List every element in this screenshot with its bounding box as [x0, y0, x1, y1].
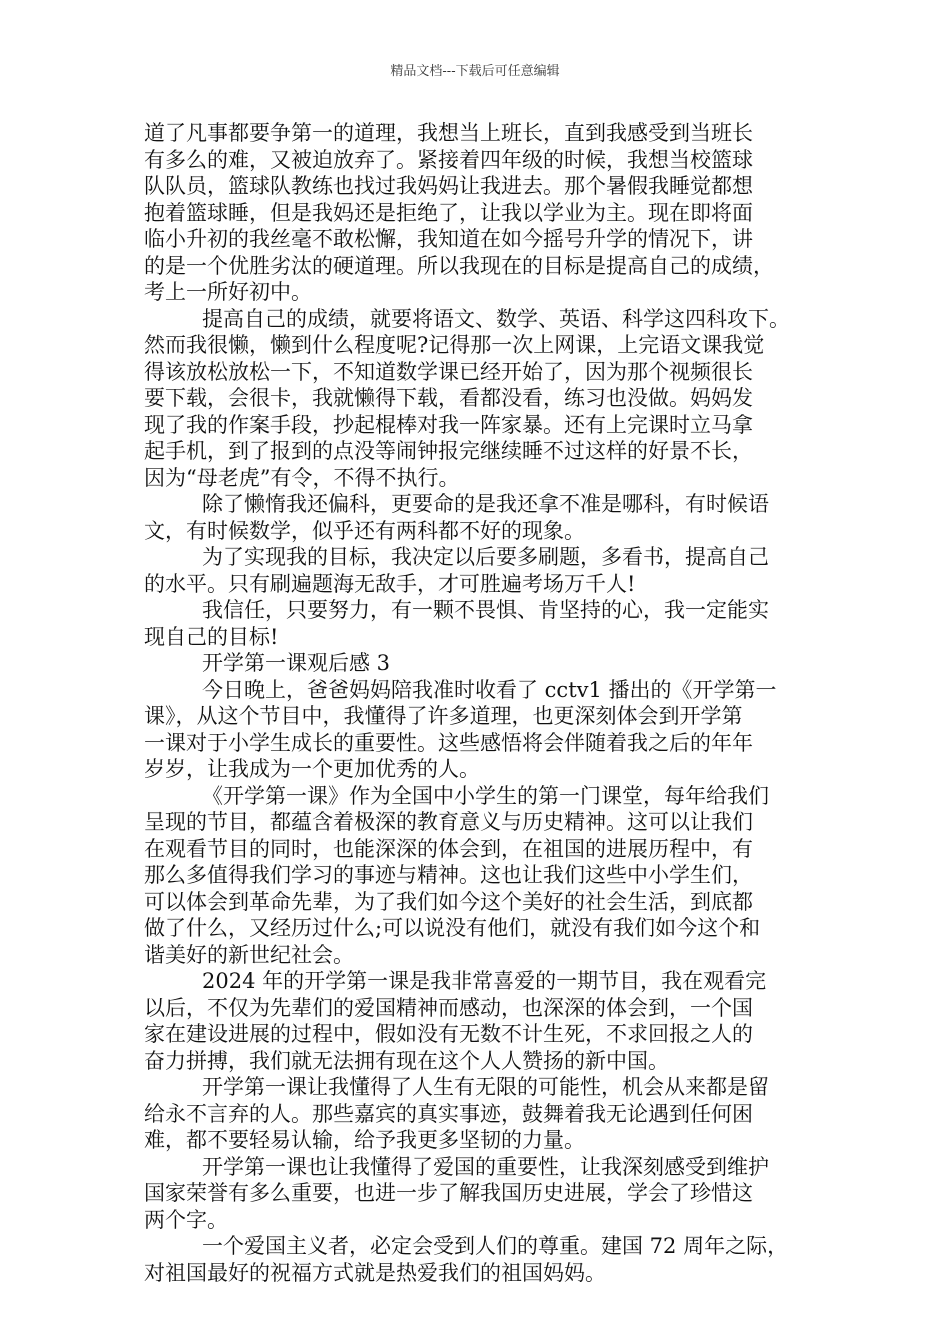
text-line: 现了我的作案手段，抄起棍棒对我一阵家暴。还有上完课时立马拿 [144, 412, 753, 437]
document-body [144, 120, 832, 1286]
text-line: 做了什么，又经历过什么;可以说没有他们，就没有我们如今这个和 [144, 916, 761, 940]
text-line: 难，都不要轻易认输，给予我更多坚韧的力量。 [144, 1128, 585, 1152]
text-line: 给永不言弃的人。那些嘉宾的真实事迹，鼓舞着我无论遇到任何困 [144, 1101, 753, 1126]
text-line: 要下载，会很卡，我就懒得下载，看都没看，练习也没做。妈妈发 [144, 386, 753, 410]
text-line: 呈现的节目，都蕴含着极深的教育意义与历史精神。这可以让我们 [144, 810, 753, 834]
page-header: 精品文档---下载后可任意编辑 [390, 64, 560, 79]
text-line: 开学第一课也让我懂得了爱国的重要性，让我深刻感受到维护 [202, 1154, 769, 1179]
text-line: 开学第一课观后感 3 [202, 651, 391, 675]
text-line: 家在建设进展的过程中，假如没有无数不计生死，不求回报之人的 [144, 1022, 753, 1046]
text-line: 的水平。只有刷遍题海无敌手，才可胜遍考场万千人! [144, 571, 636, 596]
text-line: 队队员，篮球队教练也找过我妈妈让我进去。那个暑假我睡觉都想 [144, 174, 753, 198]
text-line: 国家荣誉有多么重要，也进一步了解我国历史进展，学会了珍惜这 [144, 1181, 753, 1205]
text-line: 两个字。 [144, 1207, 228, 1232]
text-line: 那么多值得我们学习的事迹与精神。这也让我们这些中小学生们， [144, 863, 753, 887]
text-line: 以后，不仅为先辈们的爱国精神而感动，也深深的体会到，一个国 [144, 995, 753, 1020]
text-line: 除了懒惰我还偏科，更要命的是我还拿不准是哪科，有时候语 [202, 492, 769, 516]
text-line: 《开学第一课》作为全国中小学生的第一门课堂，每年给我们 [202, 783, 769, 808]
text-line: 在观看节目的同时，也能深深的体会到，在祖国的进展历程中，有 [144, 836, 753, 861]
text-line: 对祖国最好的祝福方式就是热爱我们的祖国妈妈。 [144, 1260, 606, 1285]
text-line: 提高自己的成绩，就要将语文、数学、英语、科学这四科攻下。 [202, 306, 790, 331]
text-line: 起手机，到了报到的点没等闹钟报完继续睡不过这样的好景不长， [144, 439, 753, 463]
text-line: 岁岁，让我成为一个更加优秀的人。 [144, 757, 480, 781]
text-line: 抱着篮球睡，但是我妈还是拒绝了，让我以学业为主。现在即将面 [144, 200, 753, 225]
text-line: 得该放松放松一下，不知道数学课已经开始了，因为那个视频很长 [144, 359, 753, 384]
text-line: 2024 年的开学第一课是我非常喜爱的一期节目，我在观看完 [202, 969, 767, 993]
text-line: 道了凡事都要争第一的道理，我想当上班长，直到我感受到当班长 [144, 121, 753, 145]
text-line: 课》，从这个节目中，我懂得了许多道理，也更深刻体会到开学第 [144, 704, 743, 728]
text-line: 然而我很懒，懒到什么程度呢?记得那一次上网课，上完语文课我觉 [144, 333, 765, 357]
text-line: 开学第一课让我懂得了人生有无限的可能性，机会从来都是留 [202, 1075, 769, 1099]
text-line: 考上一所好初中。 [144, 280, 312, 304]
text-line: 奋力拼搏，我们就无法拥有现在这个人人赞扬的新中国。 [144, 1048, 669, 1073]
text-line: 今日晚上，爸爸妈妈陪我准时收看了 cctv1 播出的《开学第一 [202, 677, 777, 702]
text-line: 为了实现我的目标，我决定以后要多刷题，多看书，提高自己 [202, 545, 769, 569]
text-line: 可以体会到革命先辈，为了我们如今这个美好的社会生活，到底都 [144, 889, 753, 914]
text-line: 我信任，只要努力，有一颗不畏惧、肯坚持的心，我一定能实 [202, 598, 769, 622]
text-line: 谐美好的新世纪社会。 [144, 942, 354, 967]
text-line: 文，有时候数学，似乎还有两科都不好的现象。 [144, 518, 585, 543]
text-line: 临小升初的我丝毫不敢松懈，我知道在如今摇号升学的情况下，讲 [144, 227, 753, 251]
text-line: 一个爱国主义者，必定会受到人们的尊重。建国 72 周年之际， [202, 1234, 789, 1258]
text-line: 有多么的难，又被迫放弃了。紧接着四年级的时候，我想当校篮球 [144, 147, 753, 172]
text-line: 一课对于小学生成长的重要性。这些感悟将会伴随着我之后的年年 [144, 730, 753, 755]
text-line: 的是一个优胜劣汰的硬道理。所以我现在的目标是提高自己的成绩， [144, 253, 774, 278]
text-line: 现自己的目标! [144, 624, 279, 649]
text-line: 因为“母老虎”有令，不得不执行。 [144, 465, 460, 490]
